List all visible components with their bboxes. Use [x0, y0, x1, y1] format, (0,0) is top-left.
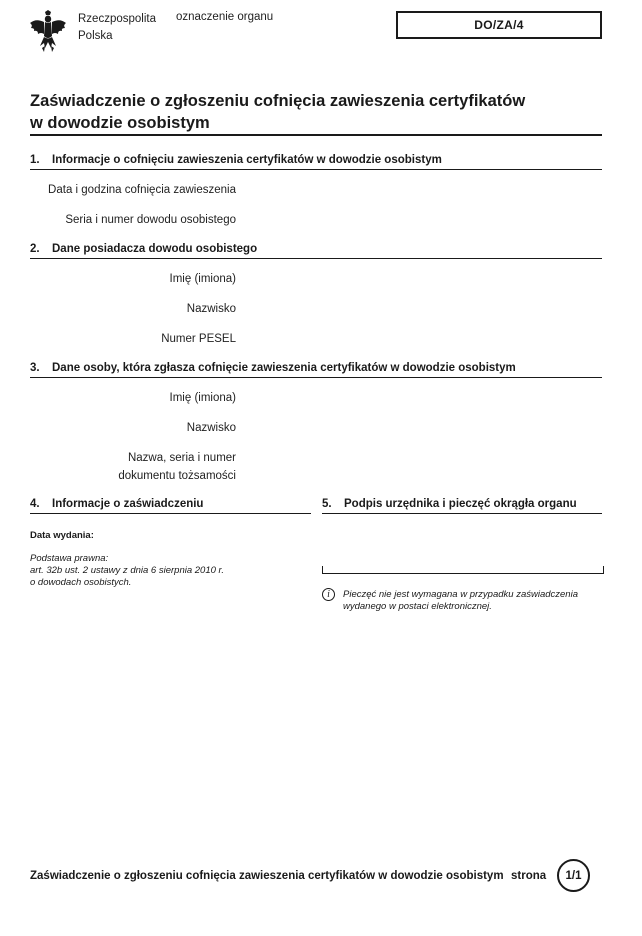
field-label-revocation-datetime: Data i godzina cofnięcia zawieszenia	[48, 184, 236, 196]
field-label-applicant-first-names: Imię (imiona)	[169, 392, 236, 404]
field-label-holder-pesel: Numer PESEL	[161, 333, 236, 345]
legal-basis-line1: art. 32b ust. 2 ustawy z dnia 6 sierpnia 2010 r.	[30, 565, 224, 576]
form-code: DO/ZA/4	[474, 18, 524, 32]
country-name	[78, 11, 156, 45]
signature-line	[322, 566, 604, 574]
field-label-holder-surname: Nazwisko	[186, 303, 236, 315]
section-3-title: Dane osoby, która zgłasza cofnięcie zawieszenia certyfikatów w dowodzie osobistym	[52, 362, 516, 374]
document-title	[30, 90, 525, 134]
section-5-title: Podpis urzędnika i pieczęć okrągła organu	[344, 498, 577, 510]
section-5-number: 5.	[322, 498, 332, 510]
form-code-box	[396, 11, 602, 39]
section-1-header	[30, 154, 442, 166]
section-4-divider	[30, 513, 311, 514]
section-3-number: 3.	[30, 362, 40, 374]
title-line2: w dowodzie osobistym	[30, 114, 210, 132]
page-number-badge	[557, 859, 590, 892]
section-3-divider	[30, 377, 602, 378]
field-label-applicant-document-line1: Nazwa, seria i numer	[127, 452, 236, 464]
country-line1: Rzeczpospolita	[78, 13, 156, 25]
field-label-applicant-document-line2: dokumentu tożsamości	[118, 470, 236, 482]
page-number: 1/1	[565, 869, 582, 882]
section-4-number: 4.	[30, 498, 40, 510]
section-2-title: Dane posiadacza dowodu osobistego	[52, 243, 258, 255]
section-4-title: Informacje o zaświadczeniu	[52, 498, 204, 510]
title-divider	[30, 134, 602, 136]
stamp-note	[343, 589, 578, 613]
stamp-note-line2: wydanego w postaci elektronicznej.	[343, 601, 492, 612]
field-label-applicant-surname: Nazwisko	[186, 422, 236, 434]
section-2-divider	[30, 258, 602, 259]
field-label-holder-first-names: Imię (imiona)	[169, 273, 236, 285]
footer-title: Zaświadczenie o zgłoszeniu cofnięcia zawieszenia certyfikatów w dowodzie osobistym	[30, 870, 504, 882]
eagle-emblem-icon	[28, 10, 68, 54]
info-icon: i	[322, 588, 335, 601]
section-5-header	[322, 498, 577, 510]
issue-date-label: Data wydania:	[30, 530, 94, 541]
legal-basis-line2: o dowodach osobistych.	[30, 577, 132, 588]
legal-basis-label: Podstawa prawna:	[30, 553, 109, 564]
page-label: strona	[511, 870, 547, 882]
section-1-title: Informacje o cofnięciu zawieszenia certyfikatów w dowodzie osobistym	[52, 154, 442, 166]
section-5-divider	[322, 513, 602, 514]
organ-label: oznaczenie organu	[176, 11, 274, 23]
section-4-header	[30, 498, 203, 510]
field-label-id-series-number: Seria i numer dowodu osobistego	[65, 214, 236, 226]
section-3-header	[30, 362, 516, 374]
section-1-divider	[30, 169, 602, 170]
title-line1: Zaświadczenie o zgłoszeniu cofnięcia zawieszenia certyfikatów	[30, 92, 526, 110]
country-line2: Polska	[78, 30, 113, 42]
stamp-note-line1: Pieczęć nie jest wymagana w przypadku zaświadczenia	[343, 589, 578, 600]
section-2-number: 2.	[30, 243, 40, 255]
section-1-number: 1.	[30, 154, 40, 166]
legal-basis	[30, 553, 224, 589]
section-2-header	[30, 243, 257, 255]
